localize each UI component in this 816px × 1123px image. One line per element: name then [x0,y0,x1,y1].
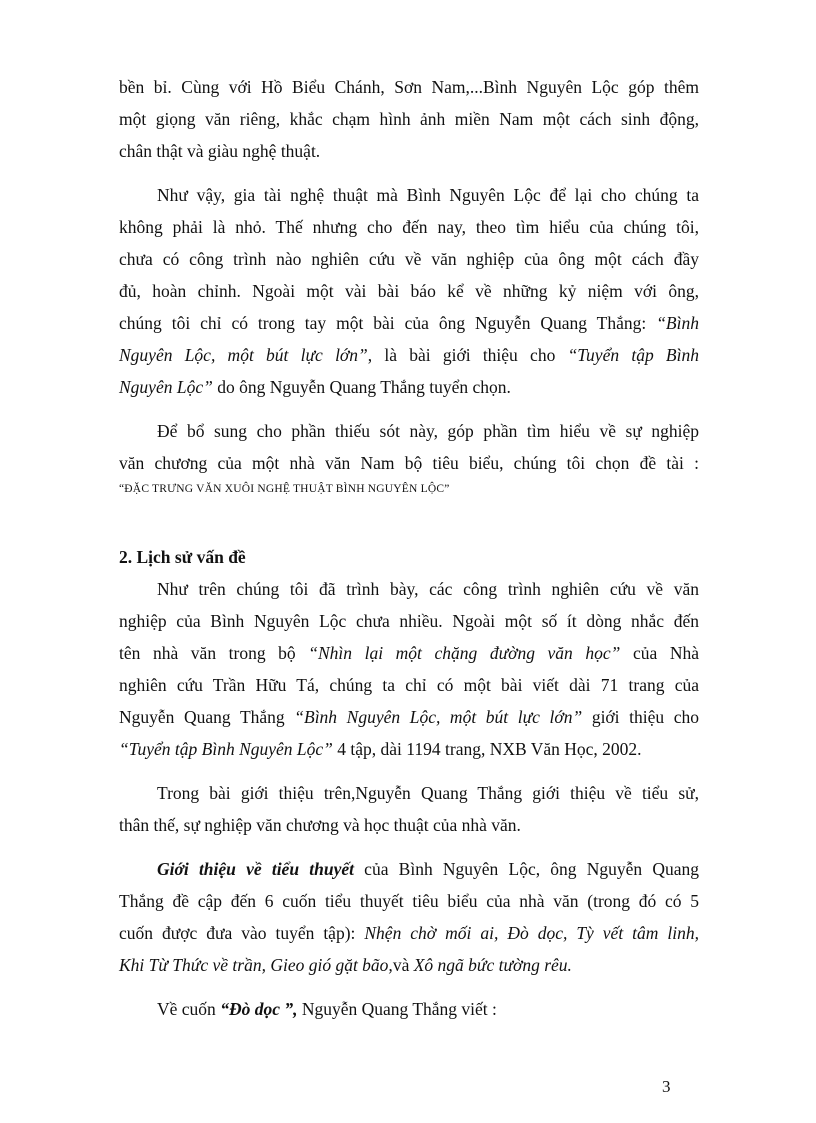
paragraph-1 [119,71,699,167]
text-line: Như vậy, gia tài nghệ thuật mà Bình Nguyên Lộc để lại cho chúng ta [157,185,699,205]
text-line: không phải là nhỏ. Thế nhưng cho đến nay, theo tìm hiểu của chúng tôi, [119,217,699,237]
paragraph-5 [119,777,699,841]
italic-title: “Bình [656,313,699,333]
section-heading: 2. Lịch sử vấn đề [119,547,246,567]
paragraph-4 [119,573,699,765]
italic-title: “Nhìn lại một chặng đường văn học” [308,643,621,663]
text-line [119,993,699,1025]
text-run: 4 tập, dài 1194 trang, NXB Văn Học, 2002. [332,739,642,759]
text-line [119,701,699,733]
text-line [119,339,699,371]
text-line: một giọng văn riêng, khắc chạm hình ảnh miền Nam một cách sinh động, [119,109,699,129]
text-line [119,637,699,669]
text-run: Về cuốn [157,999,221,1019]
text-line: chân thật và giàu nghệ thuật. [119,141,321,161]
text-line: đủ, hoàn chỉnh. Ngoài một vài bài báo kể về những kỷ niệm với ông, [119,281,699,301]
text-run: của Nhà [620,643,699,663]
text-line: chưa có công trình nào nghiên cứu về văn nghiệp của ông một cách đầy [119,249,699,269]
text-line: Để bổ sung cho phần thiếu sót này, góp phần tìm hiểu về sự nghiệp [157,421,699,441]
italic-title: Xô ngã bức tường rêu. [413,955,572,975]
italic-title: “Tuyển tập Bình [567,345,699,365]
italic-title: Nhện chờ mối ai, Đò dọc, Tỳ vết tâm linh, [364,923,699,943]
text-line: Như trên chúng tôi đã trình bày, các công trình nghiên cứu về văn [157,579,699,599]
italic-title: Khi Từ Thức về trần, Gieo gió gặt bão, [119,955,393,975]
italic-title: Nguyên Lộc, một bút lực lớn” [119,345,368,365]
page-body [119,71,699,1025]
text-run: chúng tôi chỉ có trong tay một bài của ông Nguyễn Quang Thắng: [119,313,657,333]
page-number: 3 [662,1077,671,1096]
text-line: nghiên cứu Trần Hữu Tá, chúng ta chỉ có một bài viết dài 71 trang của [119,675,699,695]
text-line [119,853,699,885]
italic-title: “Bình Nguyên Lộc, một bút lực lớn” [294,707,583,727]
text-run: tên nhà văn trong bộ [119,643,309,663]
text-line: Thắng đề cập đến 6 cuốn tiểu thuyết tiêu biểu của nhà văn (trong đó có 5 [119,891,699,911]
text-line: nghiệp của Bình Nguyên Lộc chưa nhiều. Ngoài một số ít dòng nhắc đến [119,611,699,631]
topic-title: “ĐẶC TRƯNG VĂN XUÔI NGHỆ THUẬT BÌNH NGUYÊN LỘC” [119,483,450,495]
text-line [119,733,699,765]
text-line: thân thế, sự nghiệp văn chương và học thuật của nhà văn. [119,815,521,835]
text-line: Trong bài giới thiệu trên,Nguyễn Quang Thắng giới thiệu về tiểu sử, [157,783,699,803]
text-run: do ông Nguyễn Quang Thắng tuyển chọn. [212,377,511,397]
paragraph-6 [119,853,699,981]
paragraph-7 [119,993,699,1025]
text-line: văn chương của một nhà văn Nam bộ tiêu biểu, chúng tôi chọn đề tài : [119,453,699,473]
text-run: Nguyễn Quang Thắng viết : [297,999,497,1019]
text-run: và [392,955,414,975]
paragraph-2 [119,179,699,403]
text-run: , là bài giới thiệu cho [367,345,568,365]
bold-italic-phrase: Giới thiệu về tiểu thuyết [157,859,354,879]
text-line: bền bỉ. Cùng với Hồ Biểu Chánh, Sơn Nam,...Bình Nguyên Lộc góp thêm [119,77,699,97]
paragraph-3 [119,415,699,499]
text-run: của Bình Nguyên Lộc, ông Nguyễn Quang [353,859,699,879]
bold-italic-title: “Đò dọc ”, [220,999,298,1019]
italic-title: Nguyên Lộc” [119,377,213,397]
text-line [119,917,699,949]
text-run: Nguyễn Quang Thắng [119,707,295,727]
text-line [119,307,699,339]
text-line [119,371,699,403]
text-line [119,949,699,981]
text-run: cuốn được đưa vào tuyển tập): [119,923,365,943]
text-run: giới thiệu cho [582,707,700,727]
italic-title: “Tuyển tập Bình Nguyên Lộc” [119,739,333,759]
